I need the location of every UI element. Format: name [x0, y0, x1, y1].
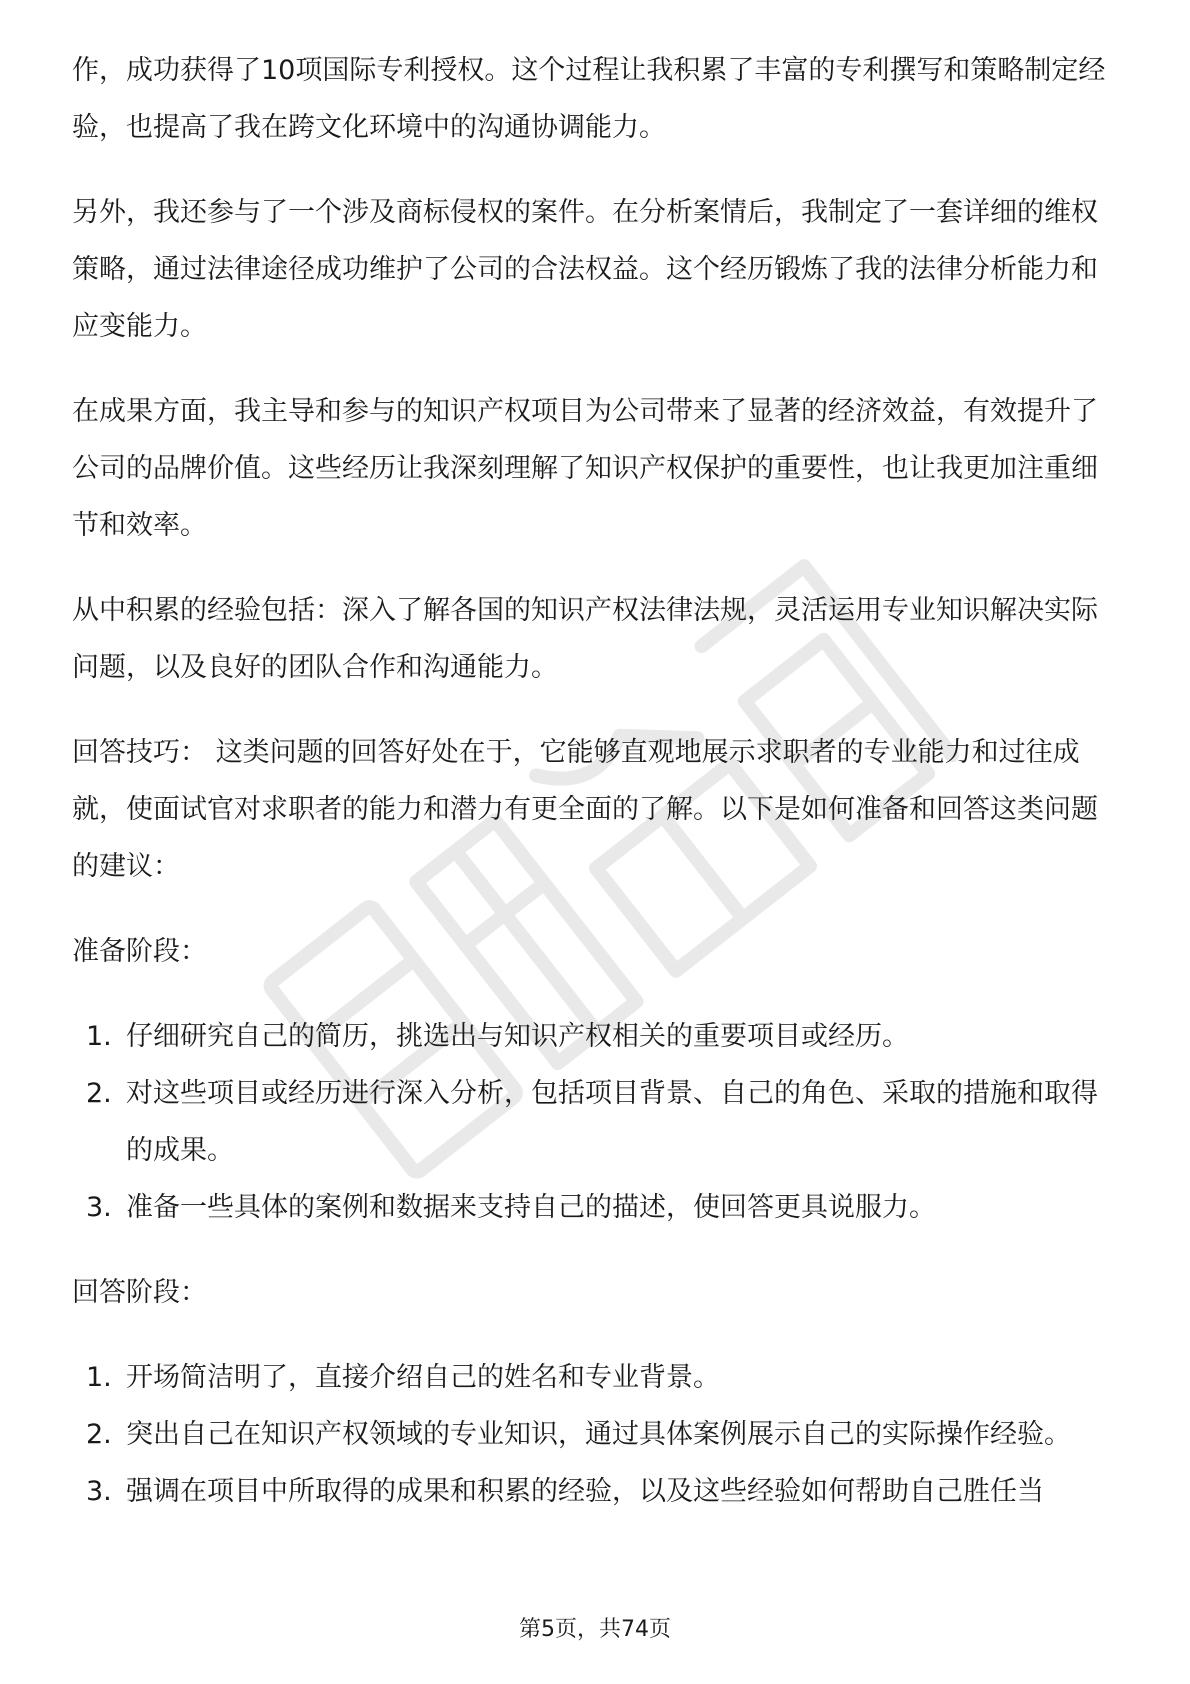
- list-item: [72, 1065, 1122, 1179]
- list-item-text: 突出自己在知识产权领域的专业知识，通过具体案例展示自己的实际操作经验。: [126, 1419, 1071, 1450]
- list-item-text: 准备一些具体的案例和数据来支持自己的描述，使回答更具说服力。: [126, 1192, 936, 1223]
- prep-section-heading: 准备阶段：: [72, 936, 207, 967]
- paragraph-answer-tips: 回答技巧： 这类问题的回答好处在于，它能够直观地展示求职者的专业能力和过往成就，使面试官对求职者的能力和潜力有更全面的了解。以下是如何准备和回答这类问题的建议：: [72, 737, 1098, 882]
- list-item-number: 2.: [86, 1078, 112, 1109]
- document-body: [72, 42, 1122, 1548]
- list-item: [72, 1179, 1122, 1236]
- answer-steps-list: [72, 1349, 1122, 1520]
- list-item: [72, 1463, 1122, 1520]
- paragraph-patent-results: 作，成功获得了10项国际专利授权。这个过程让我积累了丰富的专利撰写和策略制定经验，也提高了我在跨文化环境中的沟通协调能力。: [72, 55, 1106, 143]
- list-item-text: 开场简洁明了，直接介绍自己的姓名和专业背景。: [126, 1362, 720, 1393]
- list-item-number: 2.: [86, 1419, 112, 1450]
- paragraph-experience: 从中积累的经验包括：深入了解各国的知识产权法律法规，灵活运用专业知识解决实际问题，以及良好的团队合作和沟通能力。: [72, 595, 1098, 683]
- list-item-number: 1.: [86, 1021, 112, 1052]
- list-item-number: 3.: [86, 1476, 112, 1507]
- list-item: [72, 1008, 1122, 1065]
- answer-section-heading: 回答阶段：: [72, 1277, 207, 1308]
- paragraph-trademark-case: 另外，我还参与了一个涉及商标侵权的案件。在分析案情后，我制定了一套详细的维权策略，通过法律途径成功维护了公司的合法权益。这个经历锻炼了我的法律分析能力和应变能力。: [72, 197, 1098, 342]
- list-item-number: 3.: [86, 1192, 112, 1223]
- prep-steps-list: [72, 1008, 1122, 1236]
- paragraph-achievements: 在成果方面，我主导和参与的知识产权项目为公司带来了显著的经济效益，有效提升了公司的品牌价值。这些经历让我深刻理解了知识产权保护的重要性，也让我更加注重细节和效率。: [72, 396, 1098, 541]
- list-item: [72, 1349, 1122, 1406]
- list-item-text: 对这些项目或经历进行深入分析，包括项目背景、自己的角色、采取的措施和取得的成果。: [126, 1078, 1098, 1166]
- list-item-number: 1.: [86, 1362, 112, 1393]
- list-item-text: 强调在项目中所取得的成果和积累的经验，以及这些经验如何帮助自己胜任当: [126, 1476, 1044, 1507]
- list-item-text: 仔细研究自己的简历，挑选出与知识产权相关的重要项目或经历。: [126, 1021, 909, 1052]
- page-number-footer: 第5页，共74页: [519, 1617, 671, 1642]
- list-item: [72, 1406, 1122, 1463]
